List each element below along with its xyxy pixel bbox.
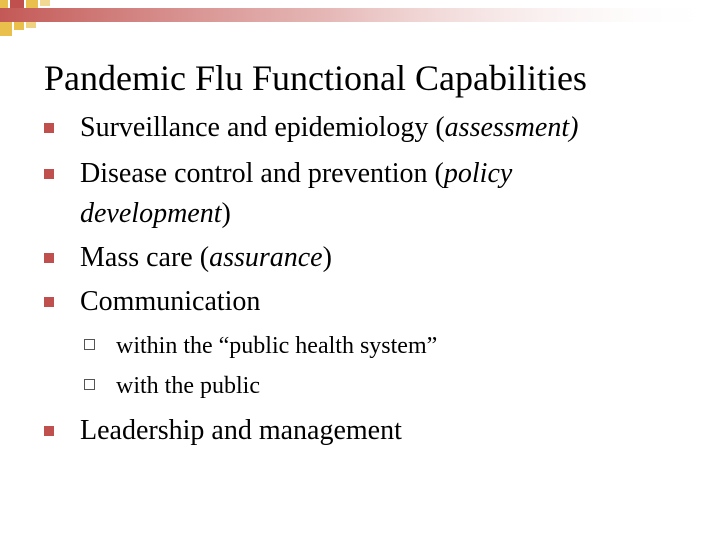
filled-square-bullet-icon xyxy=(44,169,54,179)
bullet-item-disease-control: Disease control and prevention (policy development) xyxy=(80,158,513,229)
sub-bullet-item-with-public: with the public xyxy=(116,373,260,399)
bullet-item-leadership: Leadership and management xyxy=(80,415,402,446)
hollow-square-bullet-icon xyxy=(84,379,95,390)
filled-square-bullet-icon xyxy=(44,426,54,436)
filled-square-bullet-icon xyxy=(44,297,54,307)
slide-title: Pandemic Flu Functional Capabilities xyxy=(44,58,587,98)
hollow-square-bullet-icon xyxy=(84,339,95,350)
bullet-item-communication: Communication xyxy=(80,286,261,317)
sub-bullet-item-public-health-system: within the “public health system” xyxy=(116,333,438,359)
bullet-item-mass-care: Mass care (assurance) xyxy=(80,242,332,273)
bullet-item-surveillance: Surveillance and epidemiology (assessment) xyxy=(80,112,579,143)
filled-square-bullet-icon xyxy=(44,123,54,133)
filled-square-bullet-icon xyxy=(44,253,54,263)
